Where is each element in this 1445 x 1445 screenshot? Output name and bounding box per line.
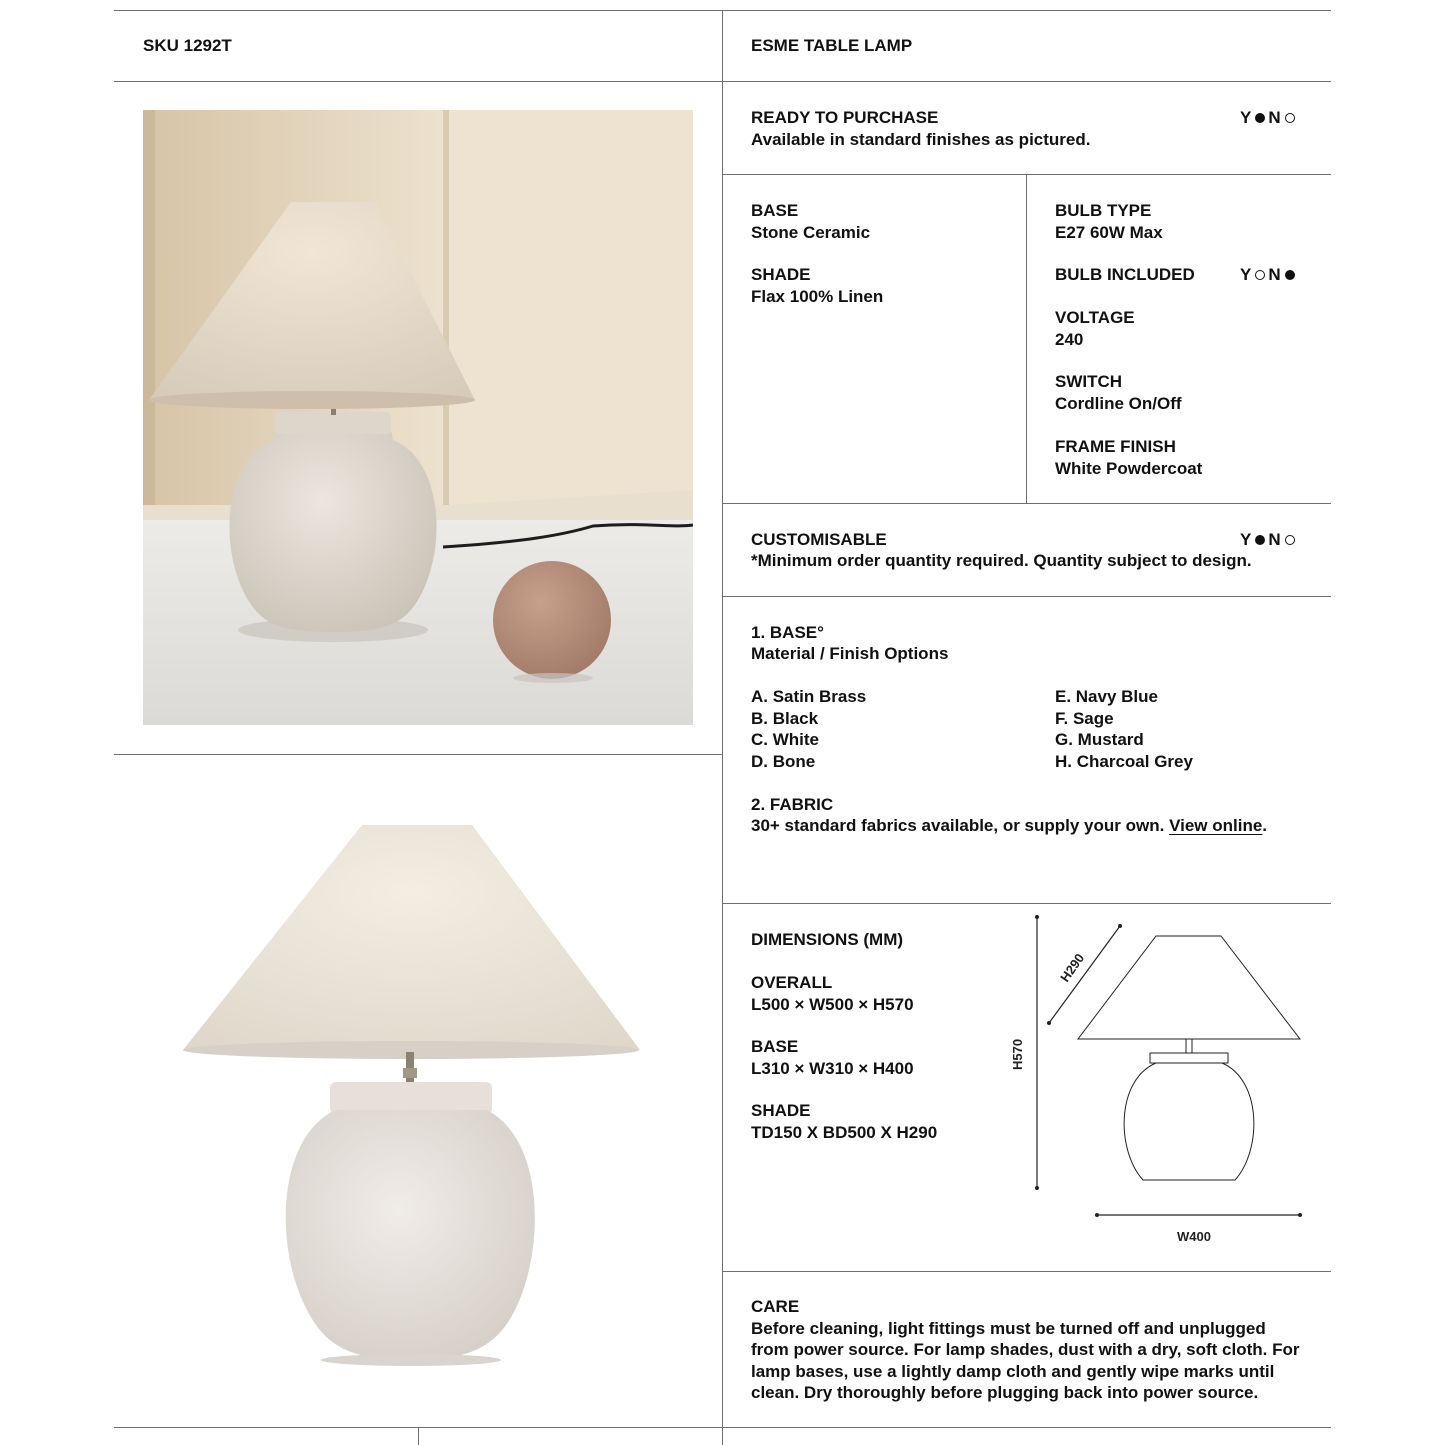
finish-option: D. Bone (751, 752, 816, 771)
product-title: ESME TABLE LAMP (751, 36, 913, 55)
customisable-title: CUSTOMISABLE (751, 530, 887, 549)
spec-bulb-type-value: E27 60W Max (1055, 223, 1163, 242)
dim-shade-value: TD150 X BD500 X H290 (751, 1123, 938, 1142)
diagram-label-h290: H290 (1057, 950, 1088, 985)
care-line: Before cleaning, light fittings must be turned off and unplugged (751, 1319, 1266, 1338)
options-fabric-desc-row (751, 815, 1267, 837)
care-line: lamp bases, use a lightly damp cloth and gently wipe marks until (751, 1362, 1275, 1381)
radio-empty-icon[interactable] (1285, 113, 1295, 123)
care-line: from power source. For lamp shades, dust with a dry, soft cloth. For (751, 1340, 1300, 1359)
purchase-yes-no-toggle[interactable] (1240, 107, 1298, 129)
lifestyle-photo (143, 110, 693, 725)
spec-base-title: BASE (751, 201, 799, 220)
dim-shade-title: SHADE (751, 1101, 811, 1120)
purchase-desc: Available in standard finishes as pictured. (751, 130, 1091, 149)
care-line: clean. Dry thoroughly before plugging back into power source. (751, 1383, 1259, 1402)
bottom-left-tick (418, 1427, 419, 1445)
radio-empty-icon[interactable] (1255, 270, 1265, 280)
rule-specs (722, 503, 1331, 504)
options-base-subtitle: Material / Finish Options (751, 644, 949, 663)
spec-switch-value: Cordline On/Off (1055, 394, 1182, 413)
spec-voltage-title: VOLTAGE (1055, 308, 1135, 327)
rule-options (722, 903, 1331, 904)
finish-option: E. Navy Blue (1055, 687, 1158, 706)
yes-label: Y (1240, 530, 1252, 549)
finish-option: F. Sage (1055, 709, 1114, 728)
spec-frame-title: FRAME FINISH (1055, 437, 1176, 456)
dim-overall-title: OVERALL (751, 973, 833, 992)
specs-divider (1026, 174, 1027, 503)
dim-base-value: L310 × W310 × H400 (751, 1059, 914, 1078)
bulb-included-toggle[interactable] (1240, 264, 1298, 286)
dimensions-title: DIMENSIONS (MM) (751, 930, 904, 949)
no-label: N (1268, 108, 1281, 127)
photo-divider-rule (114, 754, 722, 755)
sku-label: SKU 1292T (143, 36, 232, 55)
no-label: N (1268, 265, 1281, 284)
product-cutout-photo (175, 820, 645, 1380)
rule-dimensions (722, 1271, 1331, 1272)
spec-bulb-included-title: BULB INCLUDED (1055, 265, 1195, 284)
diagram-label-h570: H570 (1010, 1038, 1025, 1070)
yes-label: Y (1240, 265, 1252, 284)
fabric-desc: 30+ standard fabrics available, or supply your own. (751, 816, 1165, 835)
spec-voltage-value: 240 (1055, 330, 1084, 349)
fabric-end: . (1262, 816, 1268, 835)
options-base-title: 1. BASE° (751, 623, 824, 642)
rule-customisable (722, 596, 1331, 597)
diagram-label-w400: W400 (1177, 1229, 1211, 1244)
dimension-diagram (1000, 905, 1320, 1255)
radio-filled-icon[interactable] (1255, 535, 1265, 545)
finish-option: G. Mustard (1055, 730, 1144, 749)
finish-option: A. Satin Brass (751, 687, 867, 706)
dim-overall-value: L500 × W500 × H570 (751, 995, 914, 1014)
spec-frame-value: White Powdercoat (1055, 459, 1203, 478)
spec-switch-title: SWITCH (1055, 372, 1123, 391)
finish-option: B. Black (751, 709, 819, 728)
spec-bulb-type-title: BULB TYPE (1055, 201, 1152, 220)
no-label: N (1268, 530, 1281, 549)
finish-option: C. White (751, 730, 819, 749)
center-divider (722, 10, 723, 1445)
radio-empty-icon[interactable] (1285, 535, 1295, 545)
customisable-toggle[interactable] (1240, 529, 1298, 551)
purchase-title: READY TO PURCHASE (751, 108, 939, 127)
radio-filled-icon[interactable] (1255, 113, 1265, 123)
view-online-link[interactable]: View online (1169, 816, 1263, 835)
finish-option: H. Charcoal Grey (1055, 752, 1193, 771)
options-fabric-title: 2. FABRIC (751, 795, 834, 814)
bottom-right-rule (722, 1427, 1331, 1428)
radio-filled-icon[interactable] (1285, 270, 1295, 280)
spec-shade-title: SHADE (751, 265, 811, 284)
spec-shade-value: Flax 100% Linen (751, 287, 884, 306)
yes-label: Y (1240, 108, 1252, 127)
dim-base-title: BASE (751, 1037, 799, 1056)
customisable-desc: *Minimum order quantity required. Quantity subject to design. (751, 551, 1252, 570)
spec-base-value: Stone Ceramic (751, 223, 871, 242)
care-title: CARE (751, 1297, 800, 1316)
